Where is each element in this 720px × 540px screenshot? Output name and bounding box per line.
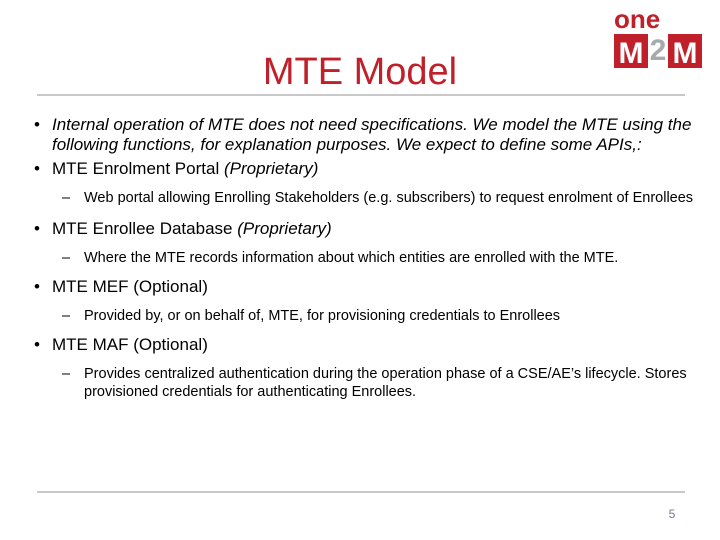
bullet-text: MTE MEF (Optional) [52,277,208,296]
svg-text:2: 2 [649,34,667,67]
sub-bullet-mte-mef [0,307,720,325]
bullet-text: Internal operation of MTE does not need specifications. We model the MTE using the following functions, for explanation purposes. We expect to define some APIs,: [52,115,692,154]
sub-bullet-text: Where the MTE records information about which entities are enrolled with the MTE. [84,250,619,266]
sub-bullet-mte-maf [0,365,720,401]
title-divider [37,94,685,96]
sub-bullet-enrollee-database [0,249,720,267]
bullet-marker: • [34,335,40,354]
svg-text:M: M [672,37,698,70]
slide-title: MTE Model [262,51,458,93]
sub-bullet-enrolment-portal [0,189,720,207]
sub-bullet-marker: – [62,308,71,324]
bullet-marker: • [34,115,40,134]
bullet-text: MTE Enrolment Portal [52,159,224,178]
bullet-marker: • [34,159,40,178]
logo-one-text: one [614,6,661,34]
bullet-qualifier: (Proprietary) [237,219,332,238]
bullet-text: MTE MAF (Optional) [52,335,208,354]
bullet-qualifier: (Proprietary) [223,159,319,178]
bullet-text: MTE Enrollee Database [52,219,238,238]
logo-m2m-label: M2M [612,6,615,7]
bullet-enrollee-database [0,219,720,239]
onem2m-logo [612,6,704,72]
sub-bullet-marker: – [62,250,71,266]
sub-bullet-text: Provided by, or on behalf of, MTE, for provisioning credentials to Enrollees [84,308,561,324]
svg-text:M: M [618,37,644,70]
footer-divider [37,491,685,493]
bullet-marker: • [34,277,40,296]
sub-bullet-marker: – [62,190,71,206]
bullet-marker: • [34,219,40,238]
bullet-enrolment-portal [0,159,720,179]
sub-bullet-text: Web portal allowing Enrolling Stakeholders (e.g. subscribers) to request enrolment of Enrollees [84,190,694,206]
bullet-mte-maf [0,335,720,355]
sub-bullet-text: Provides centralized authentication during the operation phase of a CSE/AE’s lifecycle. Stores provisioned credentials for authenticating Enrollees. [84,366,687,400]
bullet-mte-mef [0,277,720,297]
sub-bullet-marker: – [62,366,71,382]
page-number: 5 [668,507,676,521]
slide-content [0,115,720,401]
bullet-internal-operation [0,115,720,155]
